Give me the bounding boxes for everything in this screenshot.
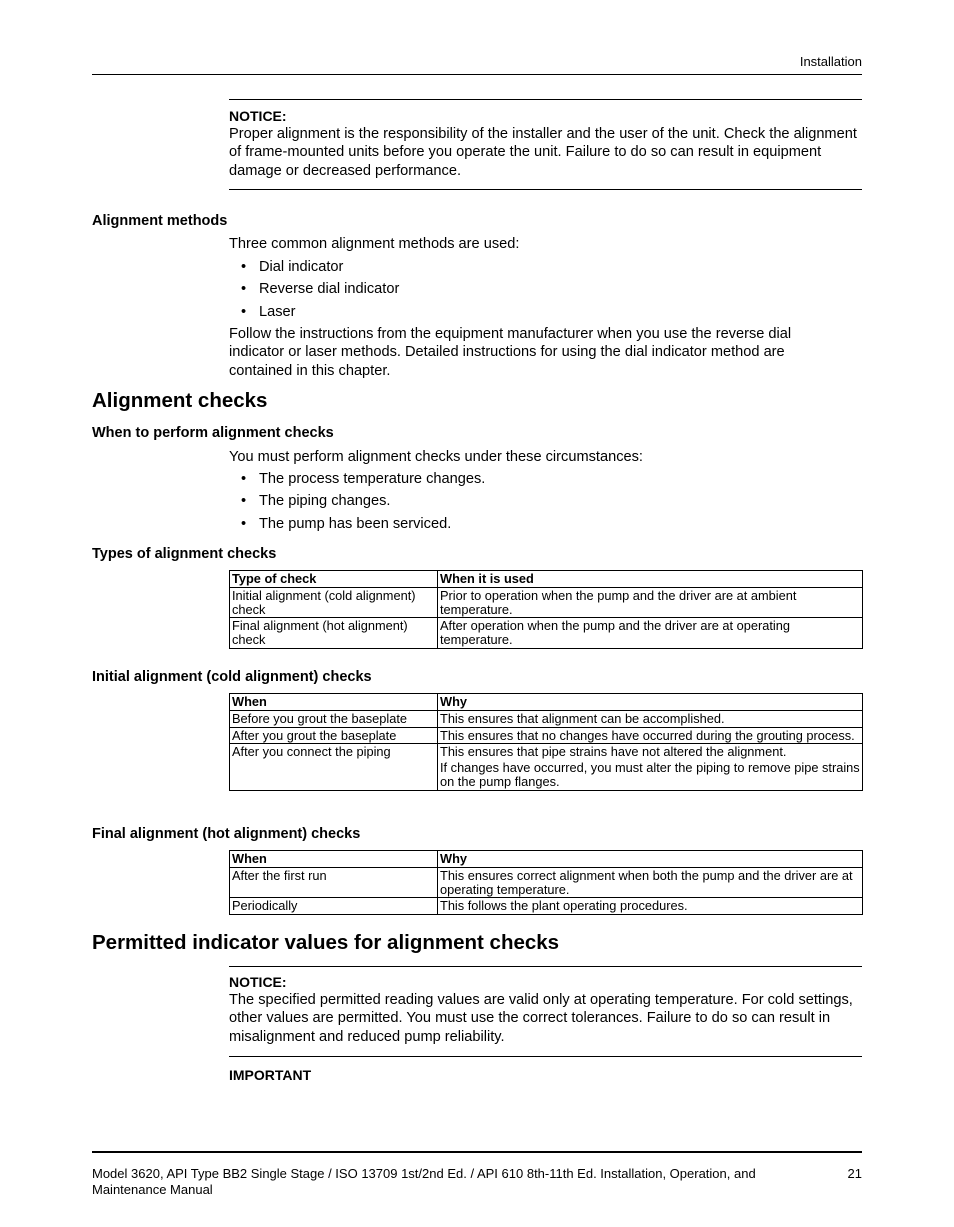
initial-checks-heading: Initial alignment (cold alignment) checks — [92, 669, 372, 685]
when-to-perform-intro: You must perform alignment checks under these circumstances: — [229, 449, 643, 465]
alignment-methods-list — [229, 258, 862, 325]
column-header: Why — [438, 851, 863, 868]
column-header: When it is used — [438, 571, 863, 588]
notice-title: NOTICE: — [229, 974, 287, 990]
cell-paragraph: If changes have occurred, you must alter the piping to remove pipe strains on the pump flanges. — [440, 760, 860, 789]
table-row — [230, 587, 863, 618]
list-item: • Dial indicator — [229, 258, 862, 276]
list-item: • The pump has been serviced. — [229, 515, 862, 533]
table-row — [230, 727, 863, 744]
alignment-checks-heading: Alignment checks — [92, 389, 268, 412]
table-cell: After operation when the pump and the driver are at operating temperature. — [438, 618, 863, 649]
final-checks-table — [229, 850, 863, 915]
table-cell: Final alignment (hot alignment) check — [230, 618, 438, 649]
notice-bottom-rule — [229, 1056, 862, 1057]
column-header: When — [230, 694, 438, 711]
initial-checks-table — [229, 693, 863, 791]
table-row — [230, 867, 863, 898]
list-item: • The piping changes. — [229, 492, 862, 510]
table-cell: This ensures that alignment can be accomplished. — [438, 710, 863, 727]
footer-rule — [92, 1151, 862, 1153]
table-cell: Initial alignment (cold alignment) check — [230, 587, 438, 618]
important-label: IMPORTANT — [229, 1067, 312, 1083]
column-header: Why — [438, 694, 863, 711]
header-rule — [92, 74, 862, 75]
types-table — [229, 570, 863, 649]
alignment-methods-follow: Follow the instructions from the equipment manufacturer when you use the reverse dial indicator or laser methods. Detailed instructions for using the dial indicator method are contained in this chapter. — [229, 326, 792, 379]
table-row — [230, 898, 863, 915]
notice-text: The specified permitted reading values are valid only at operating temperature. For cold settings, other values are permitted. You must use the correct tolerances. Failure to do so can result in misalignment and reduced pump reliability. — [229, 992, 853, 1045]
table-cell: After you grout the baseplate — [230, 727, 438, 744]
table-cell: After the first run — [230, 867, 438, 898]
table-cell: Before you grout the baseplate — [230, 710, 438, 727]
table-cell: This ensures that no changes have occurred during the grouting process. — [438, 727, 863, 744]
table-cell: This follows the plant operating procedures. — [438, 898, 863, 915]
when-to-perform-list — [229, 470, 862, 537]
notice-top-rule — [229, 99, 862, 100]
list-item: • Laser — [229, 303, 862, 321]
table-row — [230, 710, 863, 727]
final-checks-heading: Final alignment (hot alignment) checks — [92, 826, 361, 842]
notice-title: NOTICE: — [229, 108, 287, 124]
page-number: 21 — [847, 1166, 862, 1181]
alignment-methods-intro: Three common alignment methods are used: — [229, 236, 520, 252]
alignment-methods-heading: Alignment methods — [92, 213, 228, 229]
notice-top-rule — [229, 966, 862, 967]
types-heading: Types of alignment checks — [92, 546, 277, 562]
table-header-row — [230, 571, 863, 588]
table-cell: After you connect the piping — [230, 744, 438, 790]
permitted-values-heading: Permitted indicator values for alignment checks — [92, 931, 560, 954]
table-header-row — [230, 851, 863, 868]
when-to-perform-heading: When to perform alignment checks — [92, 425, 334, 441]
notice-text: Proper alignment is the responsibility of the installer and the user of the unit. Check the alignment of frame-mounted units before you operate the unit. Failure to do so can result in equipment damage or decreased performance. — [229, 126, 857, 179]
list-item: • The process temperature changes. — [229, 470, 862, 488]
table-cell: This ensures correct alignment when both the pump and the driver are at operating temperature. — [438, 867, 863, 898]
notice-bottom-rule — [229, 189, 862, 190]
column-header: Type of check — [230, 571, 438, 588]
table-row — [230, 744, 863, 790]
list-item: • Reverse dial indicator — [229, 280, 862, 298]
table-row — [230, 618, 863, 649]
table-cell — [438, 744, 863, 790]
table-header-row — [230, 694, 863, 711]
column-header: When — [230, 851, 438, 868]
footer-title: Model 3620, API Type BB2 Single Stage / ISO 13709 1st/2nd Ed. / API 610 8th-11th Ed. Installation, Operation, and Maintenance Manual — [92, 1166, 756, 1197]
running-header: Installation — [799, 54, 862, 69]
table-cell: Periodically — [230, 898, 438, 915]
cell-paragraph: This ensures that pipe strains have not altered the alignment. — [440, 744, 787, 760]
table-cell: Prior to operation when the pump and the driver are at ambient temperature. — [438, 587, 863, 618]
